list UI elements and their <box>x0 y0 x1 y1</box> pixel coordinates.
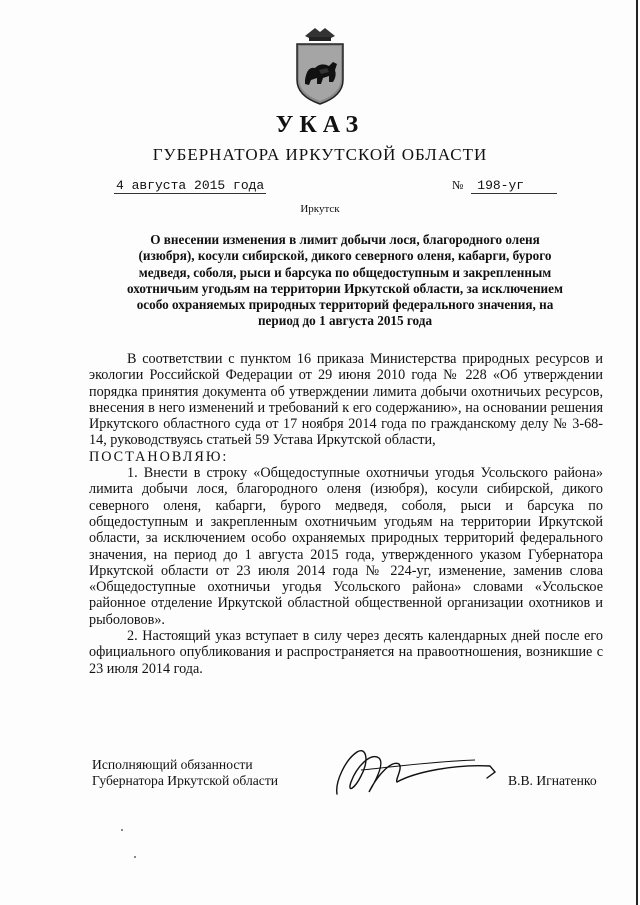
document-title: УКАЗ <box>275 112 365 138</box>
heading-line: (изюбря), косули сибирской, дикого северного оленя, кабарги, бурого <box>138 248 552 264</box>
scan-edge <box>636 0 638 905</box>
preamble-paragraph: В соответствии с пунктом 16 приказа Министерства природных ресурсов и экологии Российской Федерации от 29 июня 2010 года № 228 «Об утверждении порядка принятия документа об утверждении лимита добычи охотничьих ресурсов, внесения в него изменений и требований к его содержанию», на основании решения Иркутского областного суда от 17 ноября 2014 года по гражданскому делу № 3-68-14, руководствуясь статьей 59 Устава Иркутской области, <box>89 351 603 449</box>
document-body <box>89 351 603 677</box>
number-value: 198-уг <box>471 178 557 194</box>
scan-speck <box>134 856 136 858</box>
item-1-paragraph: 1. Внести в строку «Общедоступные охотничьи угодья Усольского района» лимита добычи лося, благородного оленя (изюбря), косули сибирской, дикого северного оленя, кабарги, бурого медведя, соболя, рыси и барсука по общедоступным и закрепленным охотничьим угодьям на территории Иркутской области, за исключением особо охраняемых природных территорий федерального значения, на период до 1 августа 2015 года, утвержденного указом Губернатора Иркутской области от 23 июля 2014 года № 224-уг, изменение, заменив слова «Общедоступные охотничьи угодья Усольского района» словами «Усольское районное отделение Иркутской областной общественной организации охотников и рыболовов». <box>89 465 603 628</box>
heading-line: охотничьим угодьям на территории Иркутской области, за исключением <box>127 280 563 296</box>
heading-line: особо охраняемых природных территорий федерального значения, на <box>136 297 554 313</box>
decree-word: ПОСТАНОВЛЯЮ: <box>89 448 229 465</box>
document-subtitle: ГУБЕРНАТОРА ИРКУТСКОЙ ОБЛАСТИ <box>152 145 488 164</box>
position-line: Губернатора Иркутской области <box>92 773 279 788</box>
item-2-paragraph: 2. Настоящий указ вступает в силу через десять календарных дней после его официального опубликования и распространяется на правоотношения, возникшие с 23 июля 2014 года. <box>89 628 603 677</box>
signatory-position <box>92 757 278 789</box>
document-heading <box>90 232 600 330</box>
coat-of-arms-emblem <box>293 22 347 106</box>
heading-line: период до 1 августа 2015 года <box>257 313 433 329</box>
heading-line: О внесении изменения в лимит добычи лося, благородного оленя <box>150 232 540 247</box>
date-value: 4 августа 2015 года <box>116 178 265 193</box>
scan-speck <box>121 829 123 831</box>
document-date <box>114 178 266 193</box>
heading-line: медведя, соболя, рыси и барсука по общедоступным и закрепленным <box>138 264 552 280</box>
signatory-name: В.В. Игнатенко <box>508 773 597 788</box>
city-name: Иркутск <box>300 203 340 215</box>
handwritten-signature <box>325 742 500 802</box>
position-line: Исполняющий обязанности <box>92 757 253 772</box>
number-symbol: № <box>452 178 464 192</box>
document-number <box>452 178 557 194</box>
